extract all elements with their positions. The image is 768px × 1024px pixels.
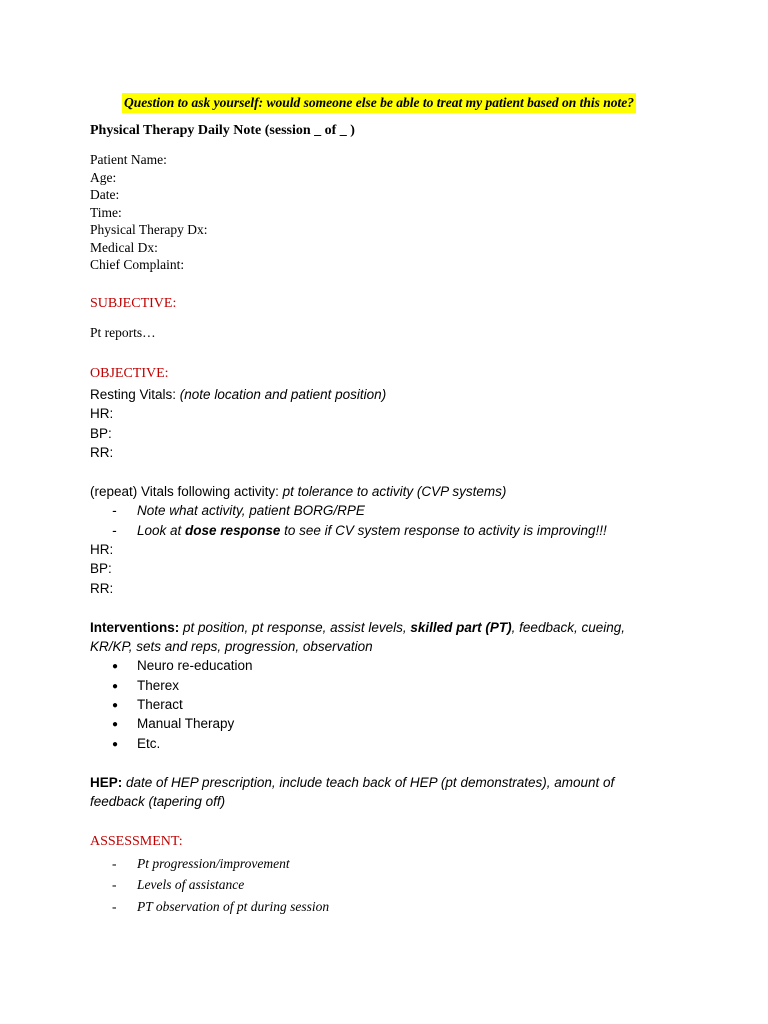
assessment-item-text: Pt progression/improvement xyxy=(137,856,290,871)
objective-dash-item-2 xyxy=(112,523,732,542)
resting-vitals-line xyxy=(90,387,386,402)
bullet-text: Theract xyxy=(137,697,183,712)
hep-line-2: feedback (tapering off) xyxy=(90,794,226,809)
interventions-label: Interventions: xyxy=(90,620,180,635)
vital-rr-2: RR: xyxy=(90,581,114,596)
dash-marker: - xyxy=(112,503,117,518)
assessment-item-text: Levels of assistance xyxy=(137,877,245,892)
dash-item-text: Note what activity, patient BORG/RPE xyxy=(137,503,365,518)
interventions-text-a: pt position, pt response, assist levels, xyxy=(179,620,411,635)
dash-item-text xyxy=(137,523,607,538)
dash-marker: - xyxy=(112,856,117,871)
subjective-heading: SUBJECTIVE: xyxy=(90,296,177,311)
dash-marker: - xyxy=(112,523,117,538)
dose-response-emphasis: dose response xyxy=(185,523,281,538)
resting-vitals-note: (note location and patient position) xyxy=(179,387,387,402)
field-time: Time: xyxy=(90,204,122,220)
vital-rr: RR: xyxy=(90,445,114,460)
vital-bp: BP: xyxy=(90,426,112,441)
assessment-item-text: PT observation of pt during session xyxy=(137,899,330,914)
bullet-text: Etc. xyxy=(137,736,161,751)
vital-hr-2: HR: xyxy=(90,542,114,557)
interventions-line-1 xyxy=(90,620,625,635)
intervention-bullet-2 xyxy=(112,678,412,697)
subjective-text: Pt reports… xyxy=(90,325,156,340)
field-date: Date: xyxy=(90,187,120,202)
intervention-bullet-4 xyxy=(112,716,412,735)
repeat-note: pt tolerance to activity (CVP systems) xyxy=(282,484,507,499)
repeat-mid: Vitals following activity: xyxy=(137,484,283,499)
hep-label: HEP: xyxy=(90,775,123,790)
dash-marker: - xyxy=(112,899,117,914)
dash-text-a: Look at xyxy=(137,523,186,538)
interventions-line-2: KR/KP, sets and reps, progression, observation xyxy=(90,639,373,654)
note-title: Physical Therapy Daily Note (session _ of _ ) xyxy=(90,123,355,138)
intervention-bullet-3 xyxy=(112,697,412,716)
intervention-bullet-1 xyxy=(112,658,412,677)
repeat-label: (repeat) xyxy=(90,484,138,499)
vital-hr: HR: xyxy=(90,406,114,421)
guiding-question: Question to ask yourself: would someone else be able to treat my patient based on this note? xyxy=(122,93,636,113)
bullet-marker: ● xyxy=(112,681,119,692)
intervention-bullet-5 xyxy=(112,736,412,755)
bullet-text: Manual Therapy xyxy=(137,716,235,731)
assessment-heading: ASSESSMENT: xyxy=(90,834,183,849)
field-patient-name: Patient Name: xyxy=(90,152,167,167)
assessment-item-1 xyxy=(112,856,512,876)
field-age: Age: xyxy=(90,169,117,185)
resting-vitals-label: Resting Vitals: xyxy=(90,387,180,402)
vital-bp-2: BP: xyxy=(90,561,112,576)
field-medical-dx: Medical Dx: xyxy=(90,239,158,255)
assessment-item-3 xyxy=(112,899,512,919)
bullet-marker: ● xyxy=(112,700,119,711)
bullet-text: Therex xyxy=(137,678,180,693)
hep-text-1: date of HEP prescription, include teach back of HEP (pt demonstrates), amount of xyxy=(122,775,615,790)
objective-heading: OBJECTIVE: xyxy=(90,366,169,381)
hep-line-1 xyxy=(90,775,614,790)
bullet-marker: ● xyxy=(112,719,119,730)
skilled-part-emphasis: skilled part (PT) xyxy=(410,620,512,635)
interventions-text-c: , feedback, cueing, xyxy=(511,620,625,635)
repeat-vitals-line xyxy=(90,484,506,499)
assessment-item-2 xyxy=(112,877,512,897)
bullet-text: Neuro re-education xyxy=(137,658,253,673)
field-pt-dx: Physical Therapy Dx: xyxy=(90,222,208,237)
field-chief-complaint: Chief Complaint: xyxy=(90,257,185,272)
dash-text-c: to see if CV system response to activity is improving!!! xyxy=(280,523,607,538)
dash-marker: - xyxy=(112,877,117,892)
bullet-marker: ● xyxy=(112,661,119,672)
objective-dash-item-1 xyxy=(112,503,712,522)
bullet-marker: ● xyxy=(112,739,119,750)
